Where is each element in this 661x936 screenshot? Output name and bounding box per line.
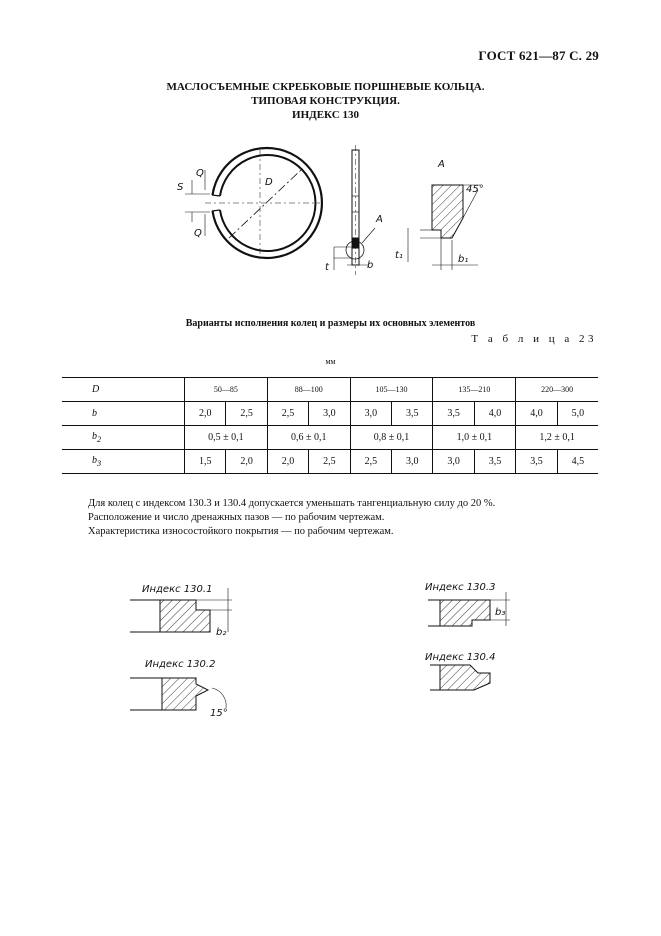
row-label-b3-sub: 3 bbox=[97, 459, 102, 468]
table-cell: 1,5 bbox=[184, 450, 225, 474]
variant-130-3-b3: b₃ bbox=[495, 607, 506, 618]
label-a-callout: A bbox=[376, 214, 383, 225]
table-cell: 3,5 bbox=[516, 450, 557, 474]
table-row-b bbox=[62, 402, 598, 426]
row-label-b2-sub: 2 bbox=[97, 435, 102, 444]
label-s: S bbox=[177, 182, 184, 193]
label-a-detail: A bbox=[438, 159, 445, 170]
table-cell: 3,0 bbox=[392, 450, 433, 474]
variant-130-4-label: Индекс 130.4 bbox=[425, 652, 496, 663]
header-range: 135—210 bbox=[433, 378, 516, 402]
table-caption: Варианты исполнения колец и размеры их основных элементов bbox=[185, 318, 476, 329]
table-cell: 3,0 bbox=[309, 402, 350, 426]
row-label-b: b bbox=[62, 402, 184, 426]
row-label-b2-letter: b bbox=[92, 431, 97, 442]
table-cell: 1,2 ± 0,1 bbox=[516, 426, 598, 450]
table-cell: 3,0 bbox=[350, 402, 391, 426]
title-line-1: МАСЛОСЪЕМНЫЕ СКРЕБКОВЫЕ ПОРШНЕВЫЕ КОЛЬЦА. bbox=[166, 81, 485, 93]
variant-130-1-b2: b₂ bbox=[216, 627, 227, 638]
table-cell: 3,5 bbox=[392, 402, 433, 426]
table-cell: 3,5 bbox=[474, 450, 515, 474]
dimensions-table bbox=[62, 377, 598, 474]
table-cell: 0,6 ± 0,1 bbox=[267, 426, 350, 450]
variant-130-3-label: Индекс 130.3 bbox=[425, 582, 496, 593]
variant-130-2-label: Индекс 130.2 bbox=[145, 659, 216, 670]
table-cell: 5,0 bbox=[557, 402, 598, 426]
table-cell: 3,0 bbox=[433, 450, 474, 474]
label-t: t bbox=[325, 262, 329, 273]
table-cell: 2,0 bbox=[267, 450, 308, 474]
title-line-2: ТИПОВАЯ КОНСТРУКЦИЯ. bbox=[251, 95, 400, 107]
variant-130-4-drawing bbox=[430, 665, 490, 690]
label-b: b bbox=[367, 260, 374, 271]
table-cell: 2,5 bbox=[226, 402, 267, 426]
table-cell: 2,5 bbox=[350, 450, 391, 474]
table-cell: 0,8 ± 0,1 bbox=[350, 426, 433, 450]
header-d: D bbox=[62, 378, 184, 402]
row-label-b2 bbox=[62, 426, 184, 450]
header-range: 88—100 bbox=[267, 378, 350, 402]
row-label-b3-letter: b bbox=[92, 455, 97, 466]
header-range: 105—130 bbox=[350, 378, 433, 402]
variant-130-2-drawing bbox=[130, 678, 226, 710]
table-cell: 0,5 ± 0,1 bbox=[184, 426, 267, 450]
table-cell: 4,0 bbox=[516, 402, 557, 426]
table-cell: 2,5 bbox=[267, 402, 308, 426]
table-number: Т а б л и ц а 23 bbox=[471, 333, 597, 345]
label-t1: t₁ bbox=[395, 250, 403, 261]
notes-block bbox=[88, 497, 495, 539]
note-line: Для колец с индексом 130.3 и 130.4 допускается уменьшать тангенциальную силу до 20 %. bbox=[88, 498, 496, 509]
label-d: D bbox=[265, 177, 273, 188]
variant-130-1-label: Индекс 130.1 bbox=[142, 584, 213, 595]
title-line-3: ИНДЕКС 130 bbox=[292, 109, 359, 121]
label-q-bottom: Q bbox=[194, 228, 202, 239]
table-row-b2 bbox=[62, 426, 598, 450]
table-cell: 2,5 bbox=[309, 450, 350, 474]
table-cell: 3,5 bbox=[433, 402, 474, 426]
page-header: ГОСТ 621—87 С. 29 bbox=[478, 48, 599, 63]
variant-130-2-angle: 15° bbox=[210, 708, 228, 719]
table-cell: 1,0 ± 0,1 bbox=[433, 426, 516, 450]
ring-side-view bbox=[334, 145, 375, 275]
label-q-top: Q bbox=[196, 168, 204, 179]
table-cell: 4,5 bbox=[557, 450, 598, 474]
label-b1: b₁ bbox=[458, 254, 469, 265]
note-line: Характеристика износостойкого покрытия — по рабочим чертежам. bbox=[88, 526, 394, 537]
note-line: Расположение и число дренажных пазов — по рабочим чертежам. bbox=[88, 512, 385, 523]
table-unit: мм bbox=[325, 357, 336, 366]
table-header-row bbox=[62, 378, 598, 402]
header-range: 220—300 bbox=[516, 378, 598, 402]
row-label-b3 bbox=[62, 450, 184, 474]
table-cell: 2,0 bbox=[226, 450, 267, 474]
ring-plan-view bbox=[185, 148, 322, 260]
detail-a bbox=[408, 185, 480, 270]
table-cell: 4,0 bbox=[474, 402, 515, 426]
table-row-b3 bbox=[62, 450, 598, 474]
header-range: 50—85 bbox=[184, 378, 267, 402]
label-angle-45: 45° bbox=[466, 184, 484, 195]
table-cell: 2,0 bbox=[184, 402, 225, 426]
